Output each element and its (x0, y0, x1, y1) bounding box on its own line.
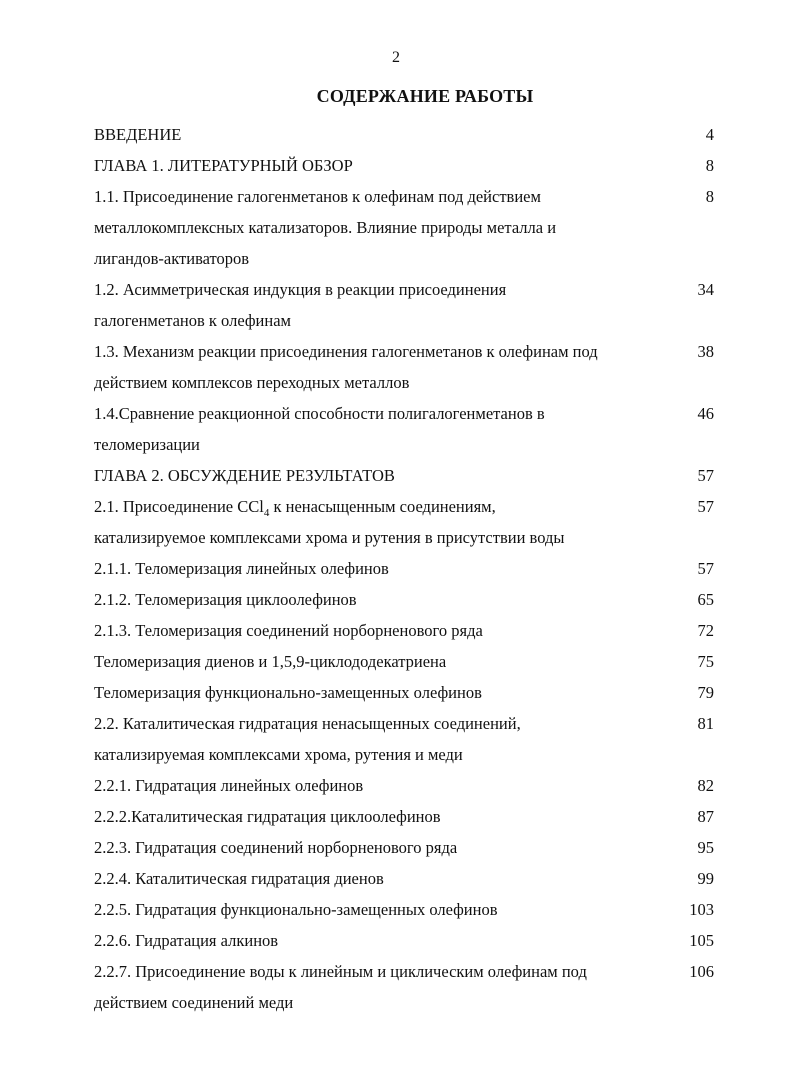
toc-page-number: 105 (689, 931, 714, 950)
toc-entry-line: галогенметанов к олефинам (94, 311, 291, 330)
toc-entry-line: действием соединений меди (94, 993, 294, 1012)
toc-entry (94, 556, 714, 587)
toc-entry-line: 2.2.6. Гидратация алкинов (94, 931, 279, 950)
toc-entry (94, 804, 714, 835)
toc-page-number: 72 (697, 621, 714, 640)
toc-entry-line: ВВЕДЕНИЕ (94, 125, 182, 144)
toc-entry (94, 649, 714, 680)
toc-page-number: 95 (697, 838, 714, 857)
toc-entry (94, 897, 714, 928)
toc-entry (94, 494, 714, 556)
toc-page-number: 57 (697, 559, 714, 578)
toc-entry (94, 277, 714, 339)
toc-entry-line: 2.2.2.Каталитическая гидратация циклоолефинов (94, 807, 441, 826)
toc-entry (94, 184, 714, 277)
toc-entry (94, 773, 714, 804)
toc-page-number: 103 (689, 900, 714, 919)
toc-entry-line: 1.3. Механизм реакции присоединения галогенметанов к олефинам под (94, 342, 598, 361)
toc-page-number: 4 (705, 125, 714, 144)
toc-entry-line: 1.1. Присоединение галогенметанов к олефинам под действием (94, 187, 541, 206)
toc-entry-line: 2.1.1. Теломеризация линейных олефинов (94, 559, 389, 578)
toc-page-number: 38 (697, 342, 714, 361)
toc-entry-line (94, 494, 714, 525)
toc-entry-line: металлокомплексных катализаторов. Влияние природы металла и (94, 218, 557, 237)
toc-text: к ненасыщенным соединениям, (269, 497, 496, 516)
toc-page-number: 79 (697, 683, 714, 702)
toc-entry (94, 959, 714, 1021)
toc-entry-line: 2.1.3. Теломеризация соединений норборненового ряда (94, 621, 483, 640)
toc-entry-line: 1.2. Асимметрическая индукция в реакции присоединения (94, 280, 507, 299)
toc-entry (94, 711, 714, 773)
toc-entry (94, 618, 714, 649)
toc-page-number: 65 (697, 590, 714, 609)
toc-entry-line: 2.2.4. Каталитическая гидратация диенов (94, 869, 384, 888)
subscript: 4 (263, 507, 270, 519)
toc-entry-line: Теломеризация диенов и 1,5,9-циклододекатриена (94, 652, 447, 671)
toc-entry (94, 866, 714, 897)
toc-entry-line: катализируемое комплексами хрома и рутения в присутствии воды (94, 528, 565, 547)
page-number: 2 (392, 49, 400, 66)
toc-entry-line: 2.2.1. Гидратация линейных олефинов (94, 776, 364, 795)
toc-entry (94, 122, 714, 153)
toc-page-number: 87 (697, 807, 714, 826)
table-of-contents (94, 122, 714, 1021)
toc-page-number: 8 (705, 187, 714, 206)
toc-entry (94, 153, 714, 184)
toc-page-number: 57 (697, 497, 714, 516)
toc-page-number: 57 (697, 466, 714, 485)
toc-entry (94, 928, 714, 959)
toc-entry-line: 2.1.2. Теломеризация циклоолефинов (94, 590, 357, 609)
toc-entry (94, 680, 714, 711)
toc-entry-line: действием комплексов переходных металлов (94, 373, 410, 392)
toc-entry (94, 587, 714, 618)
toc-entry-line: 2.2. Каталитическая гидратация ненасыщенных соединений, (94, 714, 521, 733)
toc-text: 2.1. Присоединение CCl (94, 497, 264, 516)
toc-entry-line: 2.2.5. Гидратация функционально-замещенных олефинов (94, 900, 498, 919)
toc-entry (94, 339, 714, 401)
toc-entry (94, 463, 714, 494)
toc-entry (94, 401, 714, 463)
toc-entry-line: теломеризации (94, 435, 200, 454)
toc-page-number: 99 (697, 869, 714, 888)
toc-entry-line: лигандов-активаторов (94, 249, 250, 268)
toc-page-number: 75 (697, 652, 714, 671)
toc-entry-line: Теломеризация функционально-замещенных олефинов (94, 683, 482, 702)
toc-entry (94, 835, 714, 866)
toc-page-number: 82 (697, 776, 714, 795)
toc-page-number: 106 (689, 962, 714, 981)
toc-entry-line: катализируемая комплексами хрома, рутения и меди (94, 745, 463, 764)
toc-entry-line: 2.2.3. Гидратация соединений норборненового ряда (94, 838, 458, 857)
toc-page-number: 81 (697, 714, 714, 733)
toc-entry-line: 1.4.Сравнение реакционной способности полигалогенметанов в (94, 404, 545, 423)
toc-page-number: 34 (697, 280, 714, 299)
toc-page-number: 46 (697, 404, 714, 423)
toc-entry-line: 2.2.7. Присоединение воды к линейным и циклическим олефинам под (94, 962, 587, 981)
toc-page-number: 8 (705, 156, 714, 175)
toc-entry-line: ГЛАВА 1. ЛИТЕРАТУРНЫЙ ОБЗОР (94, 156, 353, 175)
toc-entry-line: ГЛАВА 2. ОБСУЖДЕНИЕ РЕЗУЛЬТАТОВ (94, 466, 395, 485)
page-title: СОДЕРЖАНИЕ РАБОТЫ (316, 86, 534, 106)
